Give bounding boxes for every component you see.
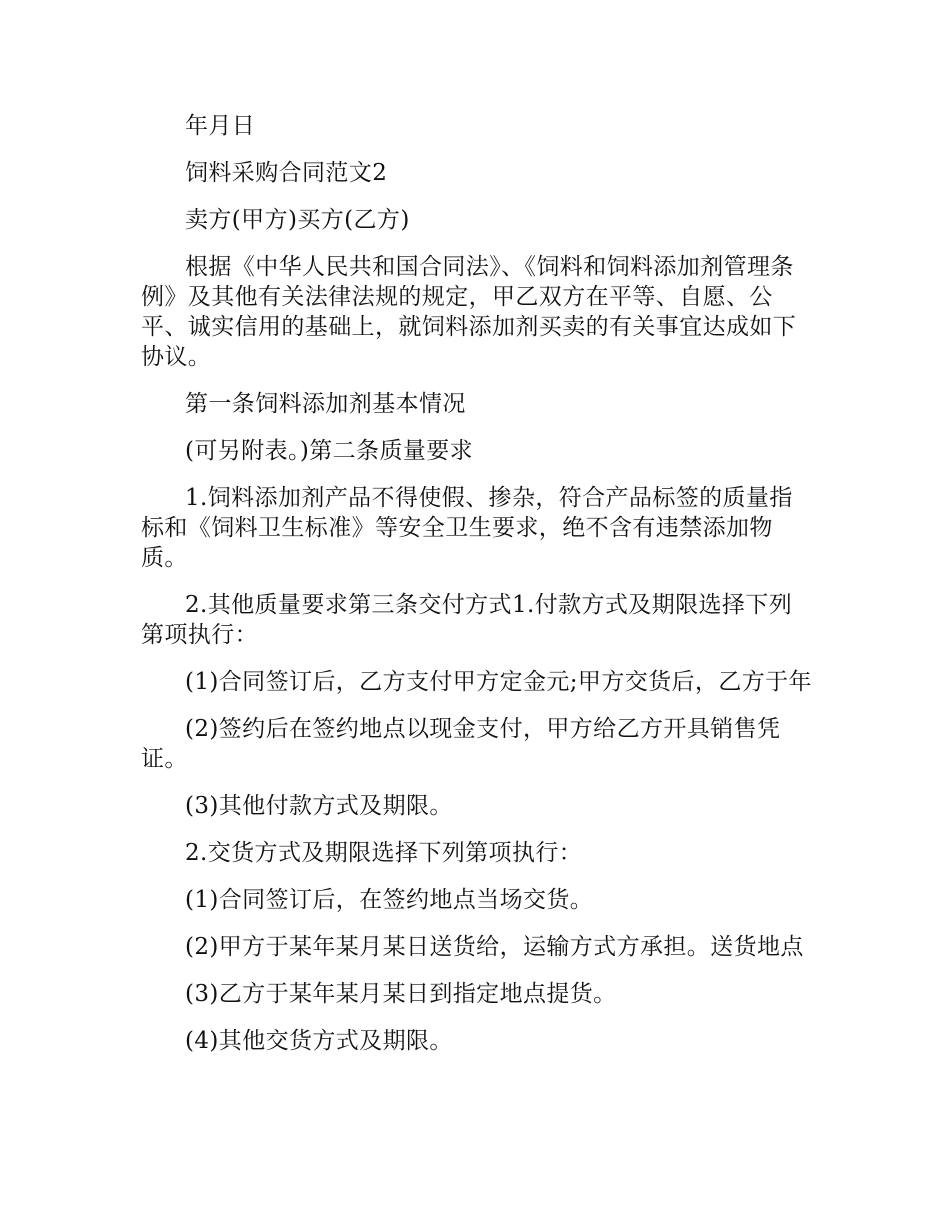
paragraph-delivery-1: (1)合同签订后，在签约地点当场交货。	[185, 887, 594, 913]
paragraph-quality-2: 2.其他质量要求第三条交付方式1.付款方式及期限选择下列第项执行：	[141, 592, 793, 648]
paragraph-delivery-heading: 2.交货方式及期限选择下列第项执行：	[185, 840, 583, 866]
document-body	[141, 111, 813, 1073]
paragraph-payment-1: (1)合同签订后，乙方支付甲方定金元;甲方交货后，乙方于年	[185, 669, 812, 695]
paragraph-quality-1: 1.饲料添加剂产品不得使假、掺杂，符合产品标签的质量指标和《饲料卫生标准》等安全卫生要求，绝不含有违禁添加物质。	[141, 485, 793, 571]
paragraph-delivery-4: (4)其他交货方式及期限。	[185, 1028, 453, 1054]
paragraph-title: 饲料采购合同范文2	[185, 160, 388, 186]
paragraph-preamble: 根据《中华人民共和国合同法》、《饲料和饲料添加剂管理条例》及其他有关法律法规的规定，甲乙双方在平等、自愿、公平、诚实信用的基础上，就饲料添加剂买卖的有关事宜达成如下协议。	[141, 254, 797, 370]
paragraph-article-2: (可另附表。)第二条质量要求	[185, 438, 474, 464]
paragraph-parties: 卖方(甲方)买方(乙方)	[185, 207, 410, 233]
paragraph-delivery-2: (2)甲方于某年某月某日送货给，运输方式方承担。送货地点	[185, 934, 804, 960]
paragraph-date: 年月日	[185, 113, 256, 139]
paragraph-delivery-3: (3)乙方于某年某月某日到指定地点提货。	[185, 981, 617, 1007]
paragraph-payment-2: (2)签约后在签约地点以现金支付，甲方给乙方开具销售凭证。	[141, 716, 781, 772]
paragraph-article-1: 第一条饲料添加剂基本情况	[185, 391, 466, 417]
paragraph-payment-3: (3)其他付款方式及期限。	[185, 793, 453, 819]
